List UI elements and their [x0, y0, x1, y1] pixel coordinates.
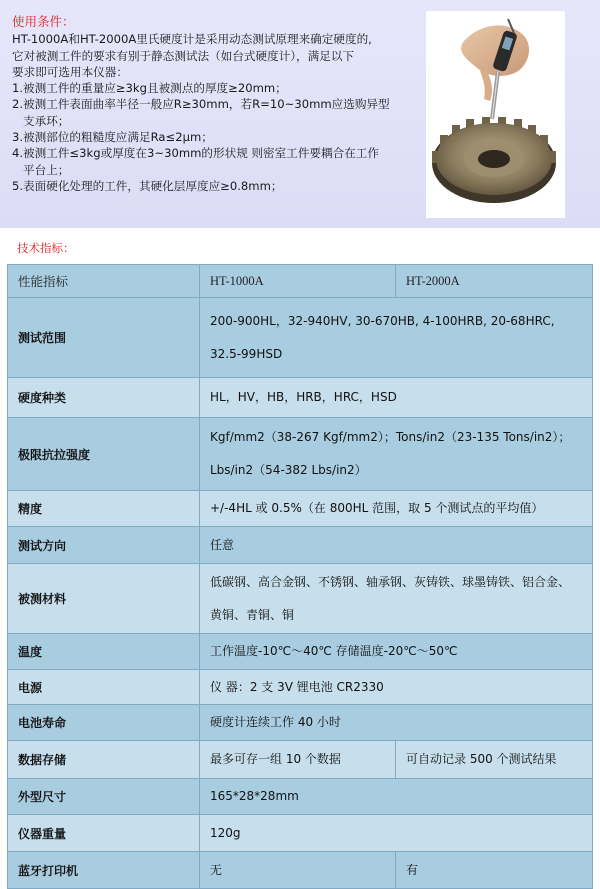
table-row	[8, 815, 593, 852]
row-value-model-2: 可自动记录 500 个测试结果	[396, 741, 593, 779]
gear-icon	[432, 117, 556, 203]
row-label: 测试方向	[8, 527, 200, 564]
condition-3: 3.被测部位的粗糙度应满足Ra≤2μm；	[12, 130, 213, 145]
row-value	[200, 298, 593, 378]
table-header-row	[8, 265, 593, 298]
row-value: 120g	[200, 815, 593, 852]
row-label: 仪器重量	[8, 815, 200, 852]
condition-5: 5.表面硬化处理的工件，其硬化层厚度应≥0.8mm；	[12, 178, 283, 193]
row-label: 外型尺寸	[8, 779, 200, 815]
row-label: 电源	[8, 670, 200, 705]
row-value: HL，HV，HB，HRB，HRC，HSD	[200, 378, 593, 418]
row-label: 温度	[8, 634, 200, 670]
row-label: 数据存储	[8, 741, 200, 779]
row-label: 电池寿命	[8, 705, 200, 741]
condition-4: 4.被测工件≤3kg或厚度在3~30mm的形状规 则密室工件要耦合在工作	[12, 146, 379, 161]
product-photo	[426, 11, 565, 218]
row-value-line: Kgf/mm2（38-267 Kgf/mm2）；Tons/in2（23-135 Tons/in2）；	[210, 430, 571, 444]
header-model-2: HT-2000A	[396, 265, 593, 298]
row-value-model-1: 无	[200, 852, 396, 889]
condition-1: 1.被测工件的重量应≥3kg且被测点的厚度≥20mm；	[12, 81, 287, 96]
condition-4-cont: 平台上；	[23, 162, 70, 177]
spec-table	[7, 264, 593, 889]
row-value-model-2: 有	[396, 852, 593, 889]
row-value: +/-4HL 或 0.5%（在 800HL 范围，取 5 个测试点的平均值）	[200, 491, 593, 527]
header-model-1: HT-1000A	[200, 265, 396, 298]
row-value: 仪 器：2 支 3V 锂电池 CR2330	[200, 670, 593, 705]
usage-conditions	[12, 14, 410, 194]
usage-intro-line: 它对被测工件的要求有别于静态测试法（如台式硬度计），满足以下	[12, 48, 355, 63]
condition-2: 2.被测工件表面曲率半径一般应R≥30mm，若R=10~30mm应选购异型	[12, 97, 390, 112]
row-value-line: Lbs/in2（54-382 Lbs/in2）	[210, 463, 367, 477]
table-row	[8, 741, 593, 779]
table-row	[8, 298, 593, 378]
row-label: 测试范围	[8, 298, 200, 378]
row-label: 蓝牙打印机	[8, 852, 200, 889]
table-row	[8, 378, 593, 418]
row-value	[200, 418, 593, 491]
table-row	[8, 564, 593, 634]
row-label: 极限抗拉强度	[8, 418, 200, 491]
row-value-line: 黄铜、青铜、铜	[210, 607, 295, 622]
usage-conditions-panel	[0, 0, 600, 228]
table-row	[8, 670, 593, 705]
row-value-line: 32.5-99HSD	[210, 346, 283, 361]
usage-intro-line: 要求即可选用本仪器：	[12, 64, 128, 79]
condition-2-cont: 支承环；	[23, 113, 70, 128]
row-label: 被测材料	[8, 564, 200, 634]
table-row	[8, 527, 593, 564]
table-row	[8, 491, 593, 527]
row-value: 工作温度-10℃～40℃ 存储温度-20℃～50℃	[200, 634, 593, 670]
table-row	[8, 418, 593, 491]
row-value-line: 200-900HL，32-940HV, 30-670HB, 4-100HRB, 20-68HRC,	[210, 313, 555, 328]
header-label: 性能指标	[8, 265, 200, 298]
table-row	[8, 705, 593, 741]
row-value-model-1: 最多可存一组 10 个数据	[200, 741, 396, 779]
row-label: 硬度种类	[8, 378, 200, 418]
table-row	[8, 779, 593, 815]
row-value-line: 低碳钢、高合金钢、不锈钢、轴承钢、灰铸铁、球墨铸铁、铝合金、	[210, 574, 571, 589]
row-value: 任意	[200, 527, 593, 564]
row-label: 精度	[8, 491, 200, 527]
table-row	[8, 634, 593, 670]
spec-section-label: 技术指标：	[17, 241, 75, 255]
row-value: 硬度计连续工作 40 小时	[200, 705, 593, 741]
usage-intro-line: HT-1000A和HT-2000A里氏硬度计是采用动态测试原理来确定硬度的,	[12, 32, 372, 47]
row-value	[200, 564, 593, 634]
usage-title: 使用条件：	[12, 14, 75, 29]
row-value: 165*28*28mm	[200, 779, 593, 815]
gear-hardness-tester-image	[426, 11, 565, 218]
